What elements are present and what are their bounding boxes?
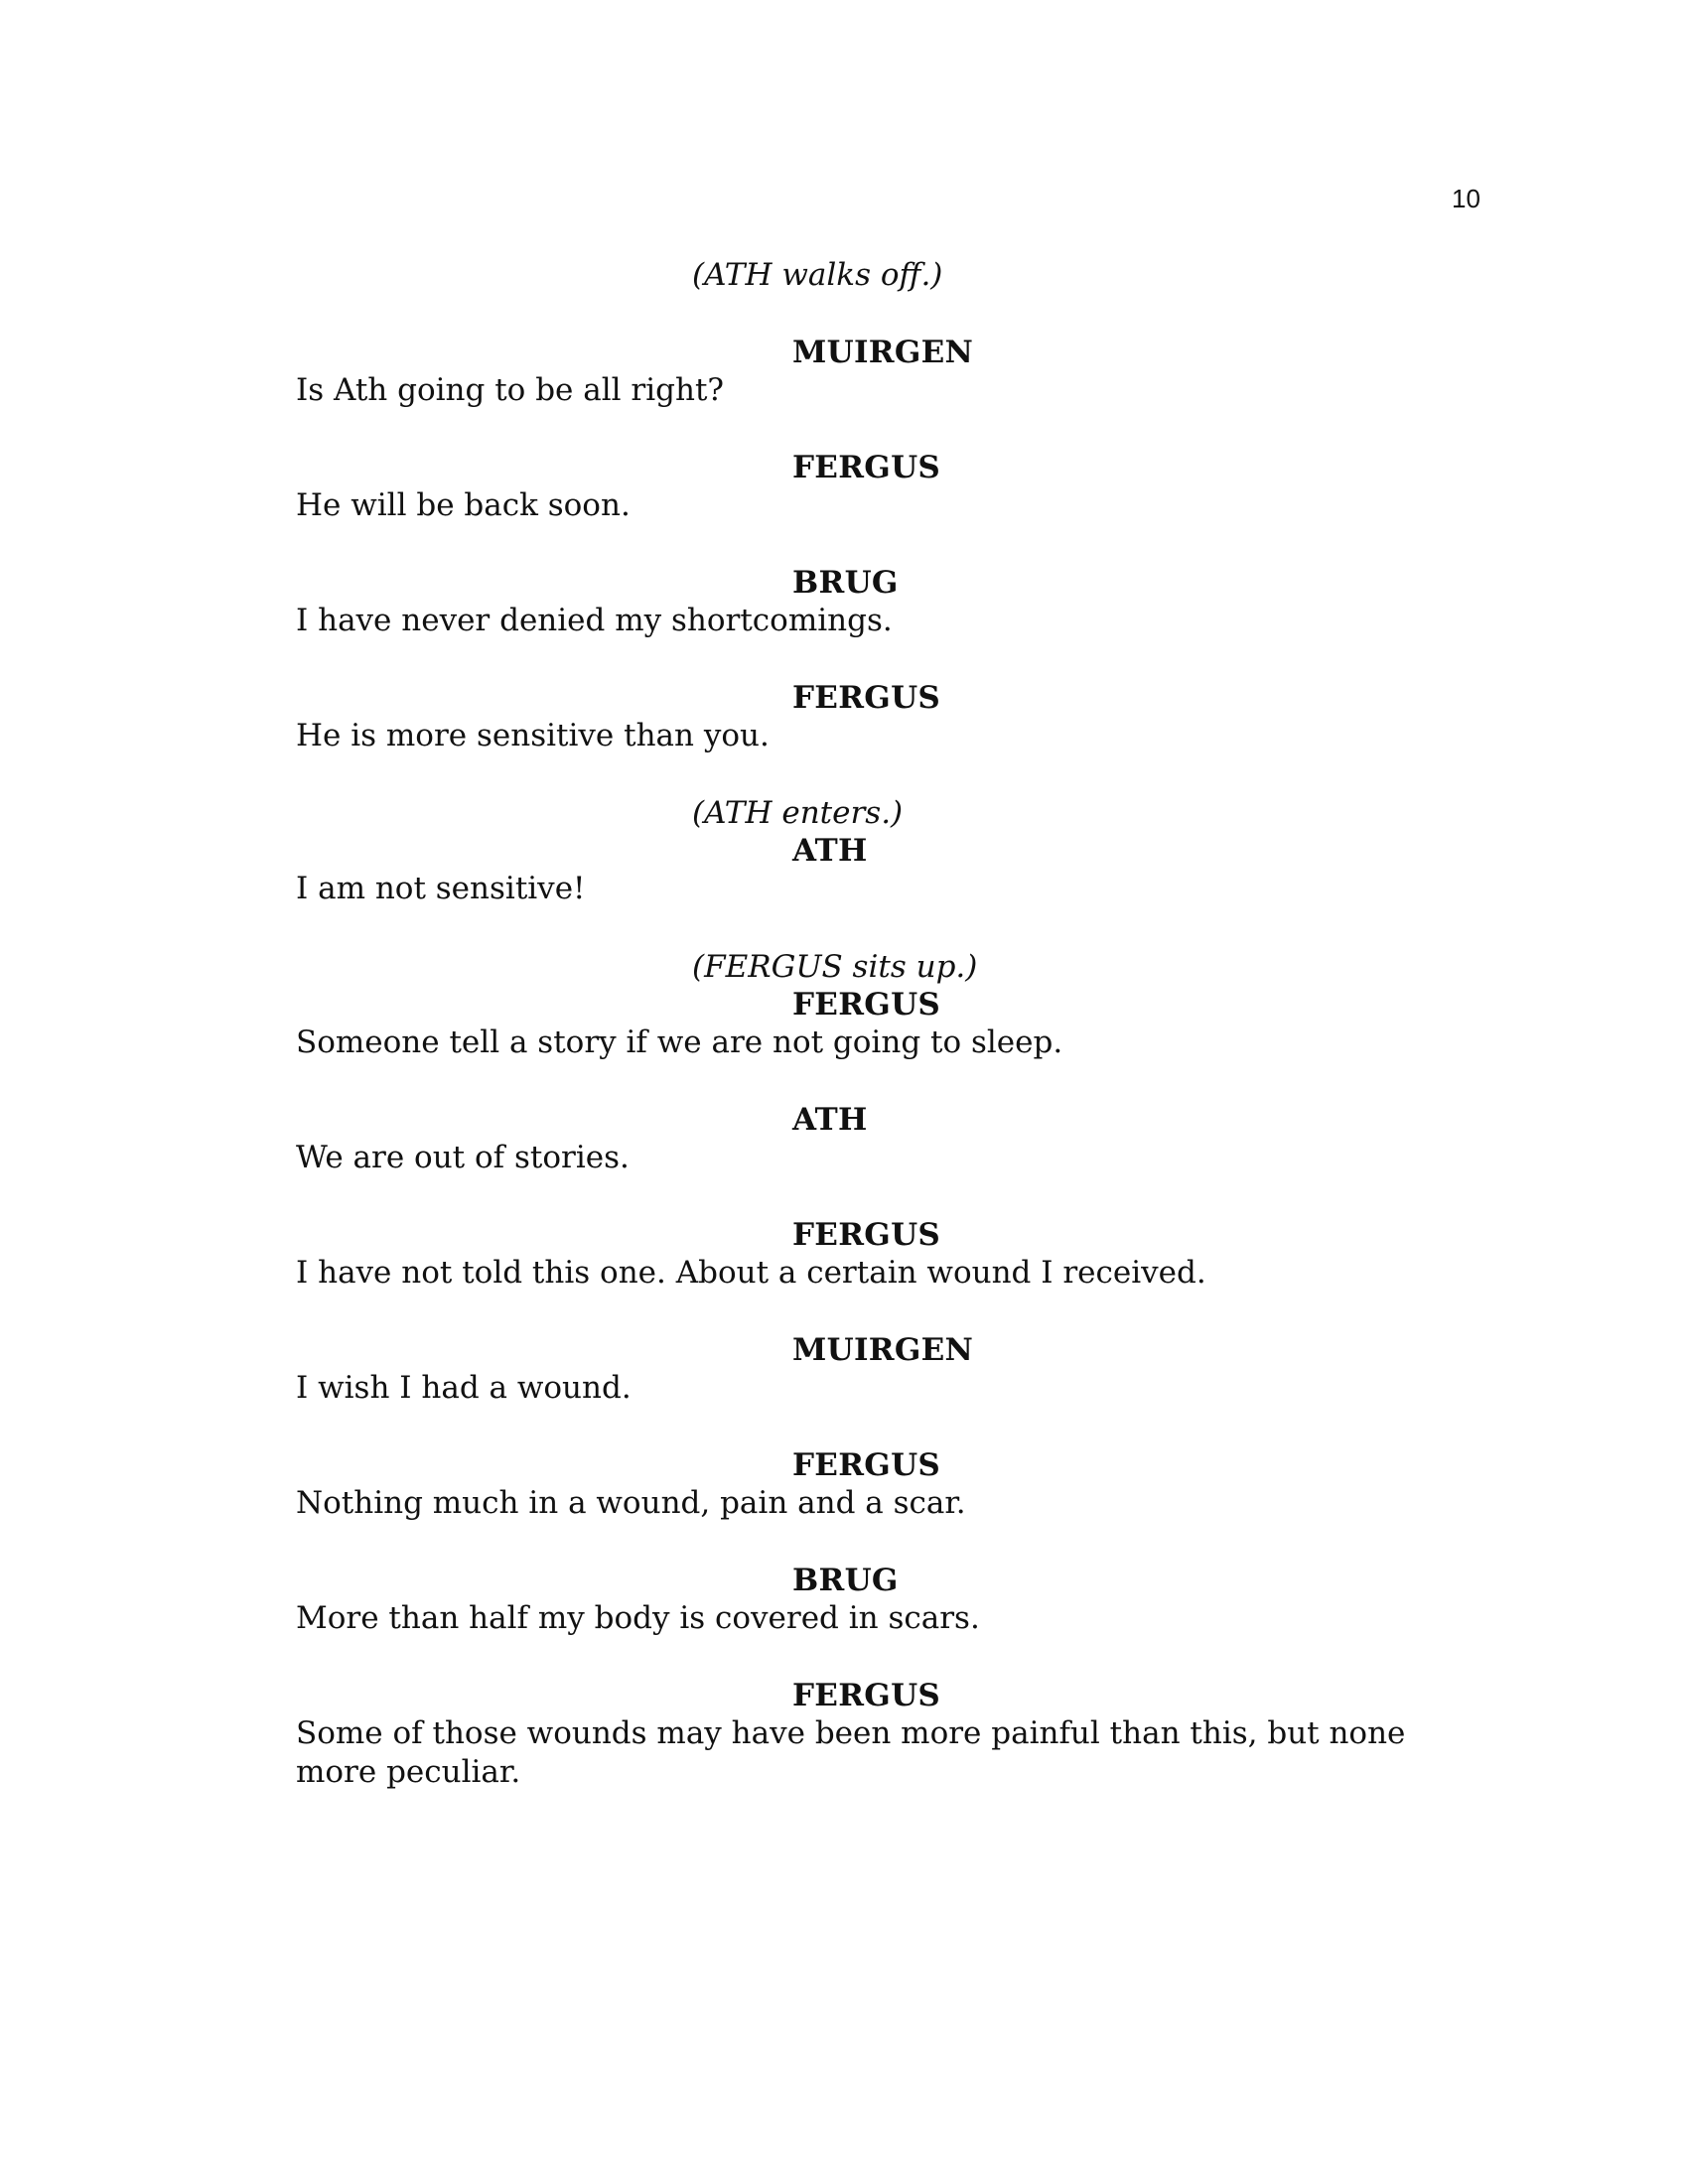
speaker-name: BRUG (792, 1563, 899, 1598)
dialogue-line: He is more sensitive than you. (296, 718, 770, 753)
dialogue-line: I have not told this one. About a certain wound I received. (296, 1255, 1206, 1291)
page-number: 10 (1452, 184, 1480, 213)
speaker-name: MUIRGEN (792, 1332, 974, 1368)
dialogue-line: Nothing much in a wound, pain and a scar. (296, 1485, 966, 1521)
speaker-name: FERGUS (792, 1217, 941, 1253)
dialogue-line: Some of those wounds may have been more painful than this, but none more peculiar. (296, 1715, 1406, 1790)
dialogue-line: I have never denied my shortcomings. (296, 603, 893, 638)
stage-direction: (ATH enters.) (692, 795, 904, 831)
speaker-name: MUIRGEN (792, 335, 974, 370)
speaker-name: ATH (792, 1102, 868, 1138)
speaker-name: FERGUS (792, 1447, 941, 1483)
speaker-name: FERGUS (792, 450, 941, 485)
dialogue-line: We are out of stories. (296, 1140, 630, 1175)
speaker-name: FERGUS (792, 680, 941, 716)
speaker-name: ATH (792, 833, 868, 869)
dialogue-line: I am not sensitive! (296, 871, 586, 906)
dialogue-line: Someone tell a story if we are not going to sleep. (296, 1024, 1063, 1060)
speaker-name: BRUG (792, 565, 899, 601)
speaker-name: FERGUS (792, 987, 941, 1023)
stage-direction: (FERGUS sits up.) (692, 949, 978, 985)
stage-direction: (ATH walks off.) (692, 257, 943, 293)
dialogue-line: I wish I had a wound. (296, 1370, 632, 1406)
speaker-name: FERGUS (792, 1678, 941, 1713)
dialogue-line: He will be back soon. (296, 487, 631, 523)
dialogue-line: Is Ath going to be all right? (296, 372, 725, 408)
dialogue-line: More than half my body is covered in scars. (296, 1600, 980, 1636)
